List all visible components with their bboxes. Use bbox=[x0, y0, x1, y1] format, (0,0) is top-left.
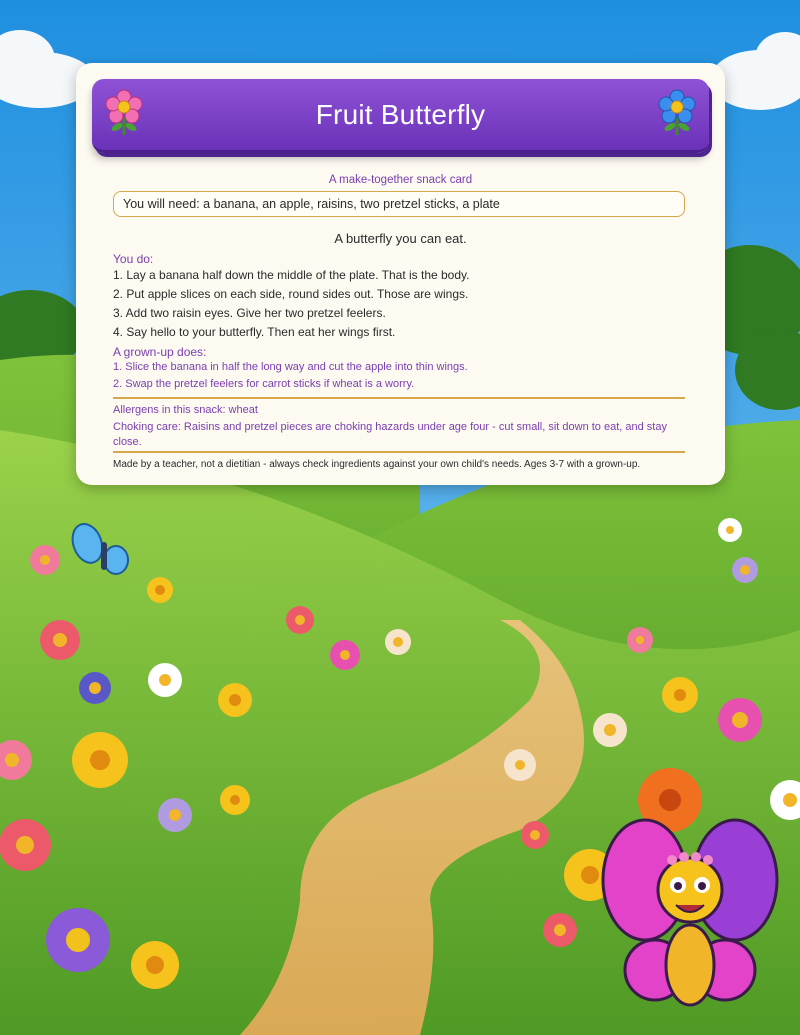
step-item: 2. Put apple slices on each side, round sides out. Those are wings. bbox=[113, 287, 469, 301]
divider bbox=[113, 451, 685, 453]
divider bbox=[113, 397, 685, 399]
title-banner bbox=[92, 79, 709, 153]
grown-up-step: 1. Slice the banana in half the long way and cut the apple into thin wings. bbox=[113, 361, 468, 373]
ingredients-box: You will need: a banana, an apple, raisins, two pretzel sticks, a plate bbox=[113, 191, 685, 217]
step-item: 3. Add two raisin eyes. Give her two pretzel feelers. bbox=[113, 306, 386, 320]
step-item: 1. Lay a banana half down the middle of the plate. That is the body. bbox=[113, 268, 470, 282]
footer-note: Made by a teacher, not a dietitian - always check ingredients against your own child's needs. Ages 3-7 with a grown-up. bbox=[113, 459, 641, 470]
tagline: A butterfly you can eat. bbox=[334, 231, 467, 246]
page-title: Fruit Butterfly bbox=[315, 99, 486, 130]
grown-up-step: 2. Swap the pretzel feelers for carrot sticks if wheat is a worry. bbox=[113, 378, 415, 390]
card-subtitle: A make-together snack card bbox=[328, 174, 473, 186]
step-item: 4. Say hello to your butterfly. Then eat her wings first. bbox=[113, 325, 396, 339]
grown-up-heading: A grown-up does: bbox=[113, 345, 207, 359]
you-do-heading: You do: bbox=[113, 252, 154, 266]
blue-flower-icon bbox=[657, 89, 697, 137]
choking-note: Choking care: Raisins and pretzel pieces are choking hazards under age four - cut small, sit down to eat, and stay close. bbox=[113, 421, 667, 448]
allergens-note: Allergens in this snack: wheat bbox=[113, 404, 258, 416]
snack-card bbox=[76, 63, 725, 485]
